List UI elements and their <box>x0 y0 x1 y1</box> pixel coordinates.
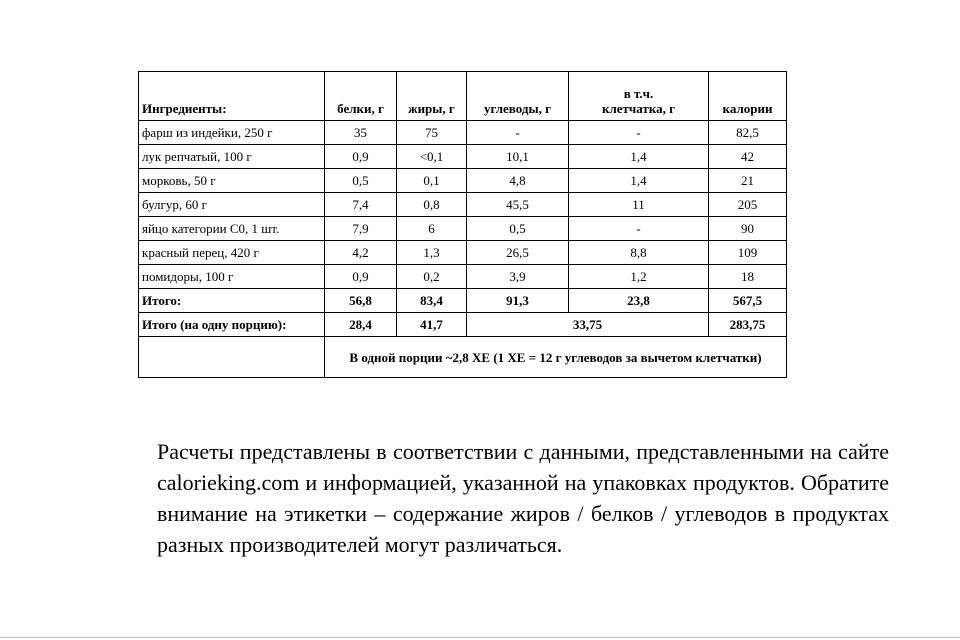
ingredient-protein: 0,9 <box>325 145 397 169</box>
per-serving-label: Итого (на одну порцию): <box>139 313 325 337</box>
header-fiber-line1: в т.ч. <box>623 86 654 101</box>
header-fiber-line2: клетчатка, г <box>601 101 676 116</box>
ingredient-protein: 4,2 <box>325 241 397 265</box>
ingredient-fat: 0,1 <box>397 169 467 193</box>
ingredient-carbs: 3,9 <box>467 265 569 289</box>
table-header-row <box>139 72 787 121</box>
table-row <box>139 265 787 289</box>
ingredient-calories: 82,5 <box>709 121 787 145</box>
ingredient-fat: 1,3 <box>397 241 467 265</box>
ingredient-fiber: - <box>569 217 709 241</box>
header-ingredients: Ингредиенты: <box>139 72 325 121</box>
ingredient-protein: 0,9 <box>325 265 397 289</box>
ingredient-fat: 6 <box>397 217 467 241</box>
ingredient-carbs: 4,8 <box>467 169 569 193</box>
ingredient-name: помидоры, 100 г <box>139 265 325 289</box>
disclaimer-paragraph: Расчеты представлены в соответствии с данными, представленными на сайте calorieking.com и информацией, указанной на упаковках продуктов. Обратите внимание на этикетки – содержание жиров / белков / углеводов в продуктах разных производителей могут различаться. <box>157 439 889 557</box>
ingredient-fat: 0,2 <box>397 265 467 289</box>
total-fat: 83,4 <box>397 289 467 313</box>
ingredient-protein: 7,4 <box>325 193 397 217</box>
ingredient-calories: 205 <box>709 193 787 217</box>
ingredient-calories: 109 <box>709 241 787 265</box>
total-protein: 56,8 <box>325 289 397 313</box>
ingredient-protein: 0,5 <box>325 169 397 193</box>
ingredient-calories: 21 <box>709 169 787 193</box>
table-row <box>139 241 787 265</box>
ingredient-fiber: 11 <box>569 193 709 217</box>
note-row <box>139 337 787 378</box>
total-row <box>139 289 787 313</box>
nutrition-table <box>138 71 787 378</box>
header-calories: калории <box>709 72 787 121</box>
ingredient-rows <box>139 121 787 289</box>
table-row <box>139 193 787 217</box>
ingredient-name: булгур, 60 г <box>139 193 325 217</box>
table-row <box>139 217 787 241</box>
ingredient-fiber: - <box>569 121 709 145</box>
header-fat: жиры, г <box>397 72 467 121</box>
table-row <box>139 169 787 193</box>
ingredient-protein: 35 <box>325 121 397 145</box>
note-empty-cell <box>139 337 325 378</box>
ingredient-name: яйцо категории С0, 1 шт. <box>139 217 325 241</box>
ingredient-protein: 7,9 <box>325 217 397 241</box>
ingredient-fat: 75 <box>397 121 467 145</box>
per-serving-calories: 283,75 <box>709 313 787 337</box>
ingredient-fat: 0,8 <box>397 193 467 217</box>
header-fiber <box>569 72 709 121</box>
header-protein: белки, г <box>325 72 397 121</box>
total-calories: 567,5 <box>709 289 787 313</box>
ingredient-carbs: 26,5 <box>467 241 569 265</box>
total-fiber: 23,8 <box>569 289 709 313</box>
per-serving-fat: 41,7 <box>397 313 467 337</box>
ingredient-calories: 18 <box>709 265 787 289</box>
ingredient-name: красный перец, 420 г <box>139 241 325 265</box>
per-serving-protein: 28,4 <box>325 313 397 337</box>
table-row <box>139 145 787 169</box>
ingredient-name: морковь, 50 г <box>139 169 325 193</box>
per-serving-net-carbs: 33,75 <box>467 313 709 337</box>
ingredient-carbs: - <box>467 121 569 145</box>
ingredient-fiber: 1,4 <box>569 169 709 193</box>
total-label: Итого: <box>139 289 325 313</box>
bread-units-note: В одной порции ~2,8 ХЕ (1 ХЕ = 12 г углеводов за вычетом клетчатки) <box>325 337 787 378</box>
ingredient-carbs: 45,5 <box>467 193 569 217</box>
ingredient-fiber: 1,4 <box>569 145 709 169</box>
ingredient-fiber: 1,2 <box>569 265 709 289</box>
total-carbs: 91,3 <box>467 289 569 313</box>
ingredient-name: фарш из индейки, 250 г <box>139 121 325 145</box>
ingredient-calories: 90 <box>709 217 787 241</box>
ingredient-name: лук репчатый, 100 г <box>139 145 325 169</box>
ingredient-fiber: 8,8 <box>569 241 709 265</box>
page-bottom-divider <box>0 637 960 638</box>
table-row <box>139 121 787 145</box>
ingredient-fat: <0,1 <box>397 145 467 169</box>
per-serving-row <box>139 313 787 337</box>
ingredient-carbs: 0,5 <box>467 217 569 241</box>
ingredient-carbs: 10,1 <box>467 145 569 169</box>
ingredient-calories: 42 <box>709 145 787 169</box>
header-carbs: углеводы, г <box>467 72 569 121</box>
